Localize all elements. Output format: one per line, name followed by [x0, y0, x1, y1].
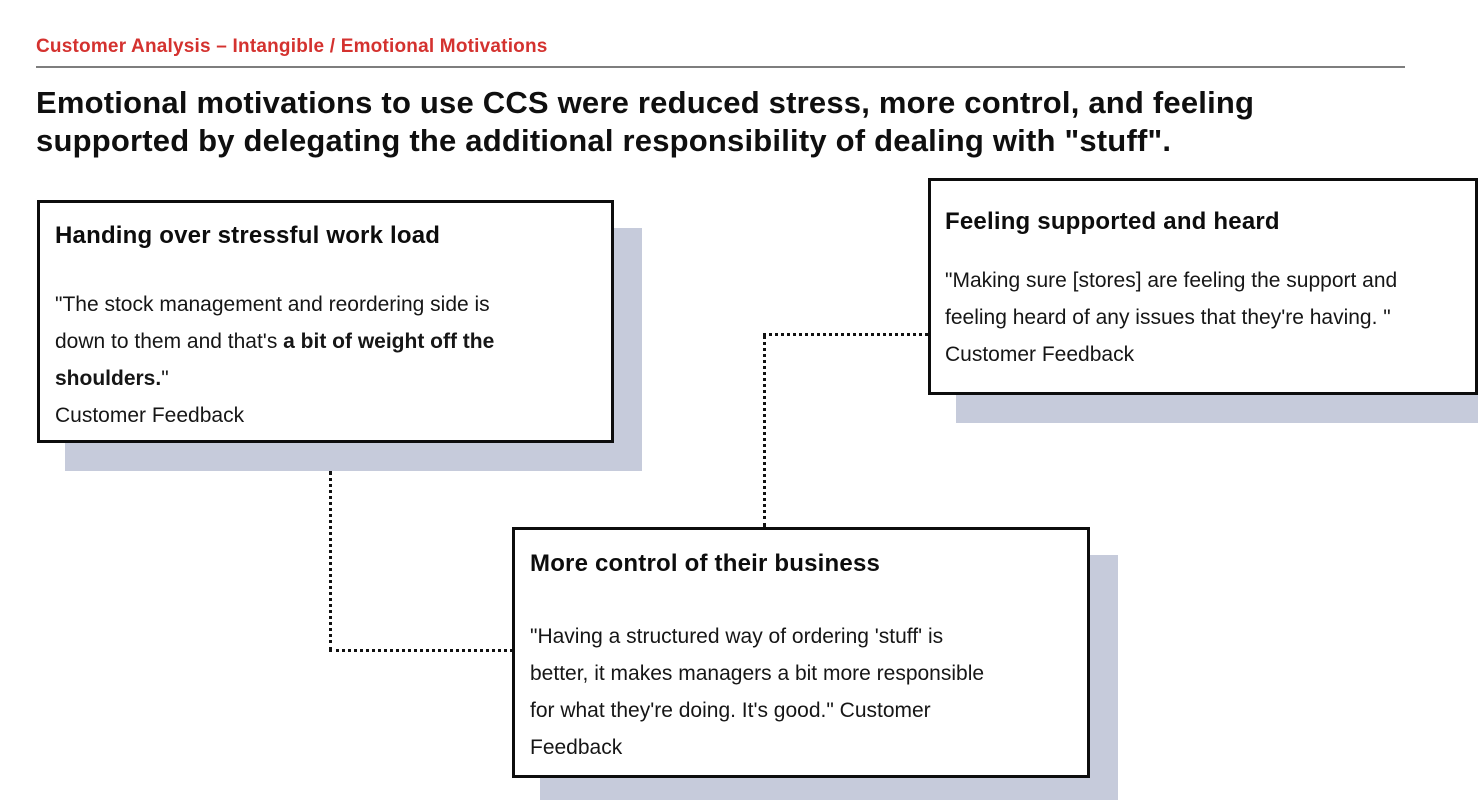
header-divider [36, 66, 1405, 68]
quote-card-control-heading: More control of their business [530, 550, 881, 577]
quote-card-supported-body: "Making sure [stores] are feeling the support and feeling heard of any issues that they're having. " Customer Feedback [945, 269, 1398, 366]
slide-title [36, 84, 1426, 160]
quote-card-stress [37, 200, 614, 443]
connector-control-to-support-vertical [763, 335, 766, 527]
quote-card-supported-heading: Feeling supported and heard [945, 208, 1280, 235]
section-header: Customer Analysis – Intangible / Emotional Motivations [36, 36, 548, 57]
quote-card-supported [928, 178, 1478, 395]
connector-control-to-support-horizontal [763, 333, 928, 336]
slide-title-line-1: Emotional motivations to use CCS were reduced stress, more control, and feeling [36, 85, 1255, 120]
quote-card-control [512, 527, 1090, 778]
quote-card-control-body: "Having a structured way of ordering 'stuff' is better, it makes managers a bit more responsible for what they're doing. It's good." Customer Feedback [530, 625, 985, 759]
quote-card-stress-heading: Handing over stressful work load [55, 222, 441, 249]
connector-stress-to-control-horizontal [329, 649, 513, 652]
connector-stress-to-control-vertical [329, 471, 332, 651]
slide-title-line-2: supported by delegating the additional responsibility of dealing with "stuff". [36, 123, 1172, 158]
quote-card-stress-body: "The stock management and reordering side is down to them and that's a bit of weight off the shoulders." Customer Feedback [55, 293, 495, 427]
